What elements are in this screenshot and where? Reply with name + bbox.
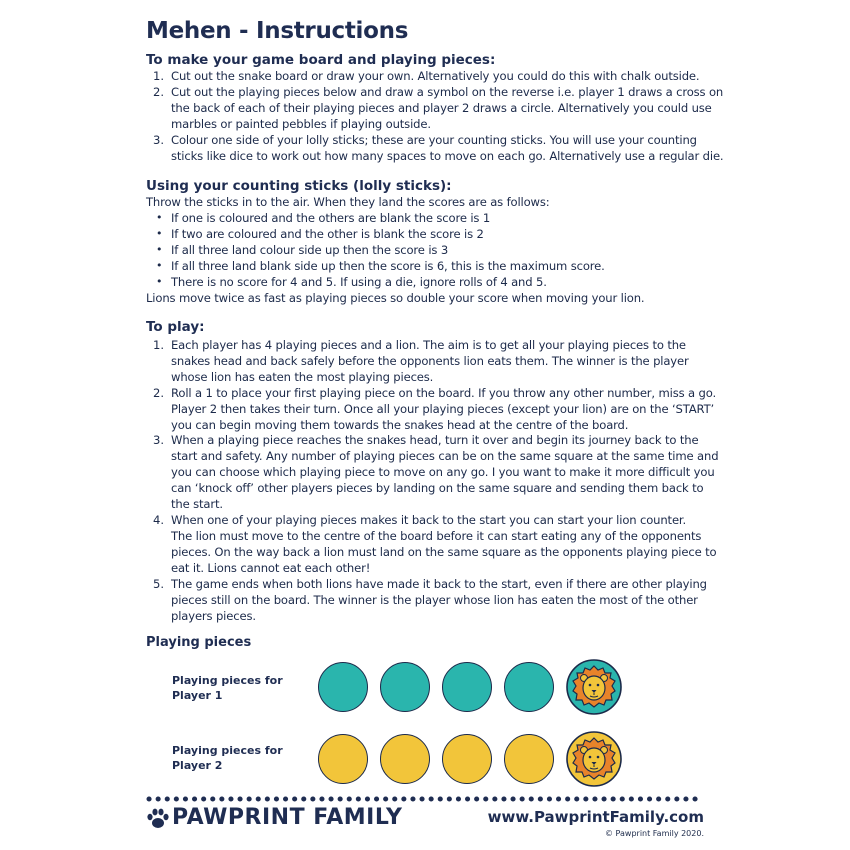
list-item-text: whose lion has eaten the most playing pieces. xyxy=(171,370,434,384)
bullet-item: If one is coloured and the others are blank the score is 1 xyxy=(171,211,491,225)
player2-label xyxy=(172,743,283,773)
counting-sticks-intro: Throw the sticks in to the air. When they land the scores are as follows: xyxy=(146,195,550,209)
list-item-text: players pieces. xyxy=(171,609,256,623)
list-item-text: When one of your playing pieces makes it back to the start you can start your lion counter. xyxy=(171,513,687,527)
list-item-text: Player 2 then takes their turn. Once all your playing pieces (except your lion) are on the ‘START’ xyxy=(171,402,715,416)
list-item-text: When a playing piece reaches the snakes head, turn it over and begin its journey back to the xyxy=(171,433,699,447)
bullet-item: If two are coloured and the other is blank the score is 2 xyxy=(171,227,484,241)
brand-name: PAWPRINT FAMILY xyxy=(172,805,403,830)
website-link[interactable]: www.PawprintFamily.com xyxy=(487,808,704,826)
page-title: Mehen - Instructions xyxy=(146,18,409,44)
player2-lion-piece[interactable] xyxy=(566,731,622,787)
list-number: 1. xyxy=(153,338,165,352)
list-number: 2. xyxy=(153,386,165,400)
player2-label-line: Playing pieces for xyxy=(172,744,283,757)
player1-piece[interactable] xyxy=(504,662,554,712)
list-item-text: marbles or painted pebbles if playing outside. xyxy=(171,117,431,131)
footer-dotted-divider xyxy=(146,796,704,802)
player1-label-line: Playing pieces for xyxy=(172,674,283,687)
bullet-marker: • xyxy=(156,211,163,224)
list-number: 5. xyxy=(153,577,165,591)
list-item-text: pieces still on the board. The winner is the player whose lion has eaten the most of the other xyxy=(171,593,698,607)
lion-speed-note: Lions move twice as fast as playing pieces so double your score when moving your lion. xyxy=(146,291,645,305)
list-item-text: sticks like dice to work out how many spaces to move on each go. Alternatively use a regular die. xyxy=(171,149,724,163)
list-number: 1. xyxy=(153,69,165,83)
list-item-text: The lion must move to the centre of the board before it can start eating any of the opponents xyxy=(171,529,702,543)
section-heading-make-board: To make your game board and playing pieces: xyxy=(146,52,496,68)
list-item-text: Colour one side of your lolly sticks; these are your counting sticks. You will use your counting xyxy=(171,133,697,147)
player2-piece[interactable] xyxy=(442,734,492,784)
player1-piece[interactable] xyxy=(442,662,492,712)
copyright: © Pawprint Family 2020. xyxy=(605,829,704,838)
player2-piece[interactable] xyxy=(318,734,368,784)
player1-label-line: Player 1 xyxy=(172,689,223,702)
bullet-marker: • xyxy=(156,275,163,288)
list-item-text: Cut out the playing pieces below and draw a symbol on the reverse i.e. player 1 draws a cross on xyxy=(171,85,724,99)
bullet-item: There is no score for 4 and 5. If using a die, ignore rolls of 4 and 5. xyxy=(171,275,547,289)
section-heading-to-play: To play: xyxy=(146,319,205,335)
list-item-text: Cut out the snake board or draw your own. Alternatively you could do this with chalk outside. xyxy=(171,69,700,83)
list-number: 4. xyxy=(153,513,165,527)
section-heading-playing-pieces: Playing pieces xyxy=(146,635,252,650)
list-item-text: the start. xyxy=(171,497,223,511)
paw-print-icon xyxy=(146,806,170,832)
list-item-text: The game ends when both lions have made it back to the start, even if there are other playing xyxy=(171,577,707,591)
player2-piece[interactable] xyxy=(380,734,430,784)
list-item-text: you can begin moving them towards the snakes head at the centre of the board. xyxy=(171,418,629,432)
player1-lion-piece[interactable] xyxy=(566,659,622,715)
bullet-marker: • xyxy=(156,259,163,272)
list-item-text: snakes head and back safely before the opponents lion eats them. The winner is the player xyxy=(171,354,689,368)
list-item-text: eat it. Lions cannot eat each other! xyxy=(171,561,371,575)
player1-piece[interactable] xyxy=(380,662,430,712)
list-item-text: start and safety. Any number of playing pieces can be on the same square at the same time and xyxy=(171,449,719,463)
list-item-text: pieces. On the way back a lion must land on the same square as the opponents playing piece to xyxy=(171,545,717,559)
list-item-text: the back of each of their playing pieces and player 2 draws a circle. Alternatively you could use xyxy=(171,101,712,115)
player2-piece[interactable] xyxy=(504,734,554,784)
list-number: 3. xyxy=(153,433,165,447)
list-item-text: Roll a 1 to place your first playing piece on the board. If you throw any other number, miss a go. xyxy=(171,386,716,400)
list-item-text: Each player has 4 playing pieces and a lion. The aim is to get all your playing pieces to the xyxy=(171,338,686,352)
list-number: 2. xyxy=(153,85,165,99)
bullet-marker: • xyxy=(156,243,163,256)
bullet-item: If all three land blank side up then the score is 6, this is the maximum score. xyxy=(171,259,605,273)
list-item-text: you can choose which playing piece to move on any go. I you want to make it more difficult you xyxy=(171,465,715,479)
player2-label-line: Player 2 xyxy=(172,759,223,772)
list-item-text: can ‘knock off’ other players pieces by landing on the same square and sending them back to xyxy=(171,481,704,495)
bullet-item: If all three land colour side up then the score is 3 xyxy=(171,243,449,257)
section-heading-counting-sticks: Using your counting sticks (lolly sticks): xyxy=(146,178,452,194)
list-number: 3. xyxy=(153,133,165,147)
player1-label xyxy=(172,673,283,703)
player1-piece[interactable] xyxy=(318,662,368,712)
bullet-marker: • xyxy=(156,227,163,240)
